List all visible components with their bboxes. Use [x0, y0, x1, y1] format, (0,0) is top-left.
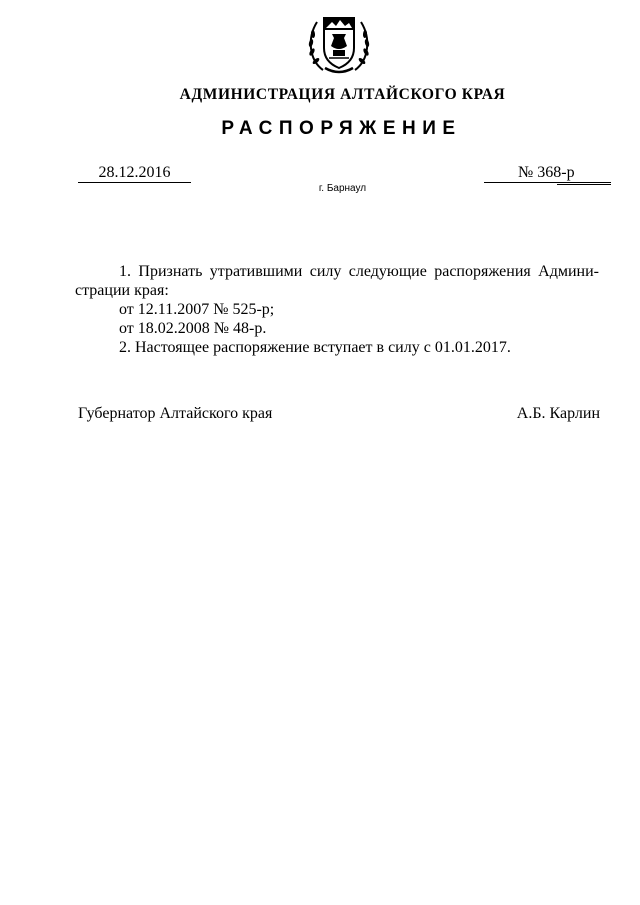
document-number: № 368-р: [518, 164, 575, 181]
document-number-block: [484, 163, 611, 182]
body-line: от 12.11.2007 № 525-р;: [119, 301, 275, 318]
body-line: страции края:: [75, 282, 169, 299]
signatory-position: Губернатор Алтайского края: [78, 405, 273, 422]
signature-block: [78, 405, 600, 425]
city-label: г. Барнаул: [318, 183, 367, 194]
document-date: 28.12.2016: [78, 163, 191, 183]
document-type-title: РАСПОРЯЖЕНИЕ: [221, 118, 462, 139]
coat-of-arms-emblem: [303, 8, 375, 80]
body-line: от 18.02.2008 № 48-р.: [119, 320, 267, 337]
signatory-name: А.Б. Карлин: [516, 405, 600, 422]
body-line: 2. Настоящее распоряжение вступает в силу с 01.01.2017.: [119, 339, 511, 356]
organization-title: АДМИНИСТРАЦИЯ АЛТАЙСКОГО КРАЯ: [179, 86, 506, 103]
body-line: 1. Признать утратившими силу следующие распоряжения Админи-: [119, 263, 599, 280]
order-body: [75, 262, 599, 357]
